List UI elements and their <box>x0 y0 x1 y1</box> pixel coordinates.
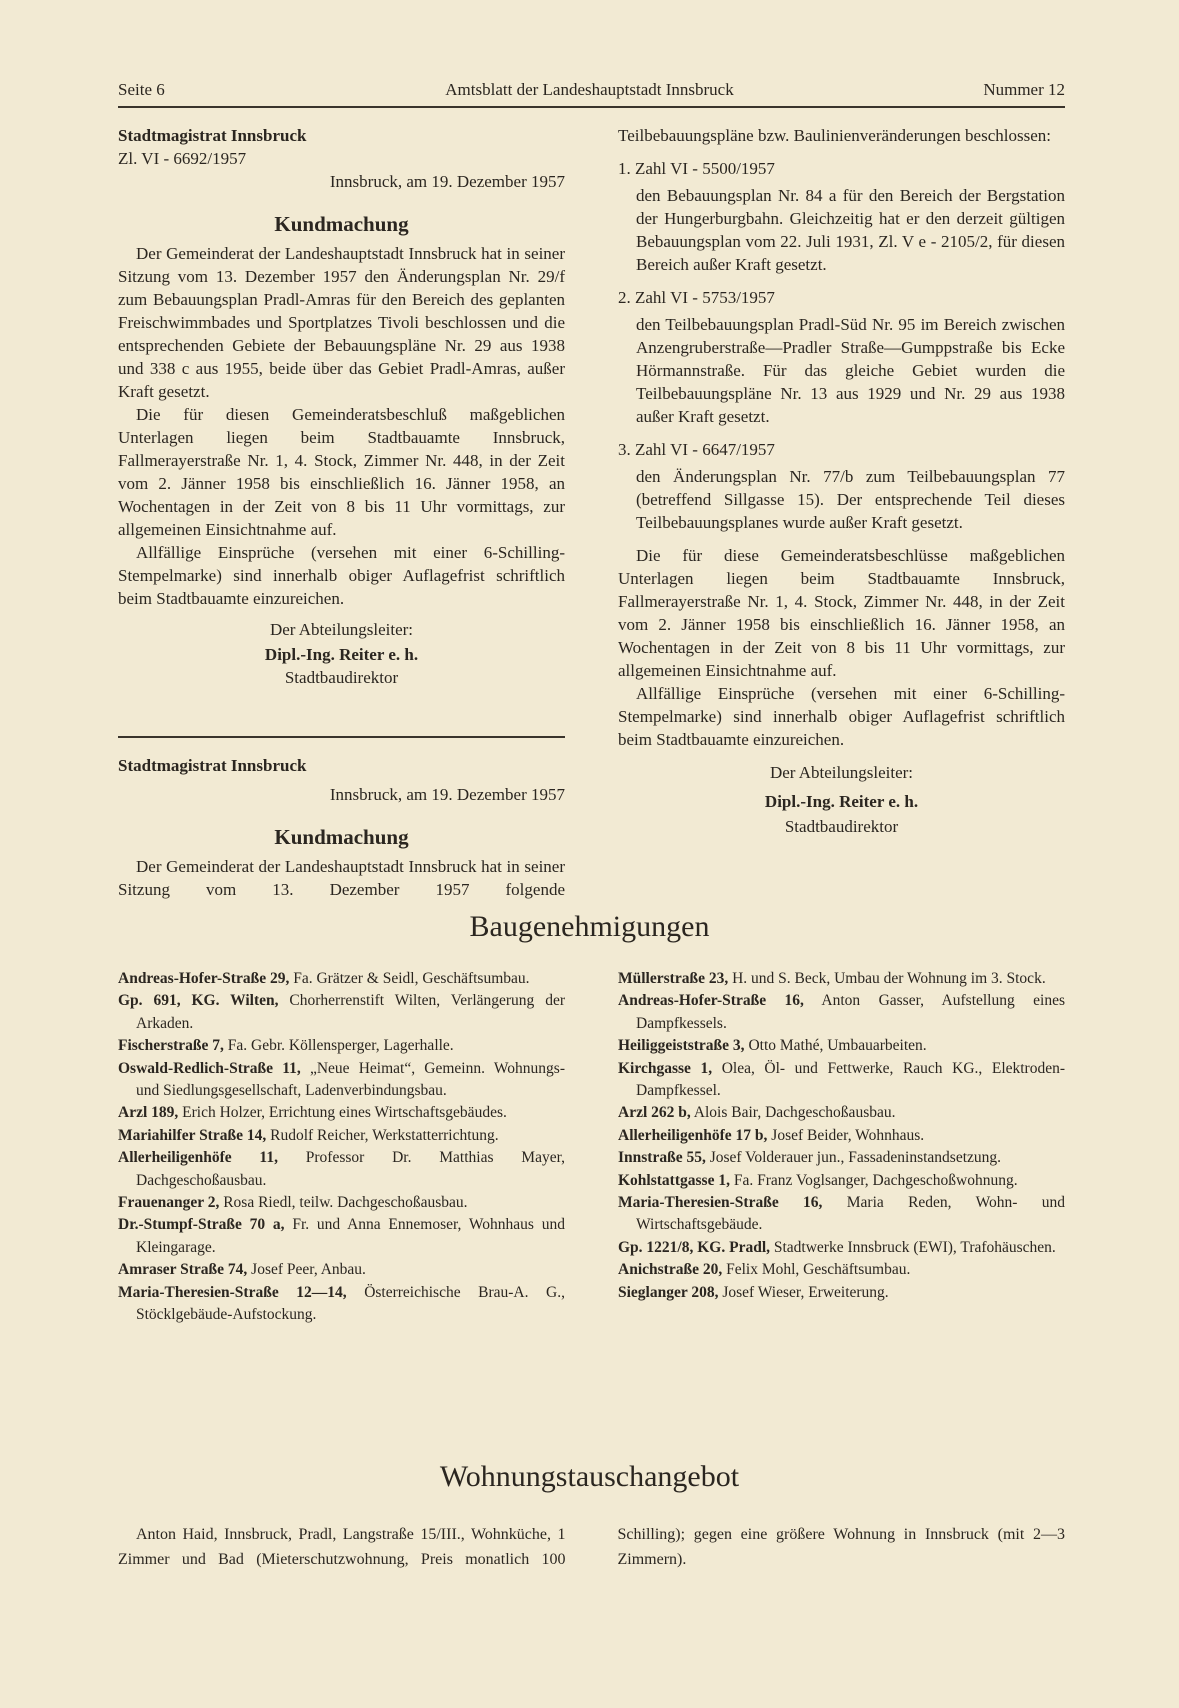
permit-details: Chorherrenstift Wilten, Verlängerung der Arkaden. <box>136 992 565 1032</box>
permit-entry <box>118 1102 565 1124</box>
notice-paragraph: Die für diese Gemeinderatsbeschlüsse maßgeblichen Unterlagen liegen beim Stadtbauamte Innsbruck, Fallmerayerstraße Nr. 1, 4. Stock, Zimmer Nr. 448, in der Zeit vom 2. Jänner 1958 bis einschließlich 16. Jänner 1958, an Wochentagen in der Zeit von 8 bis 11 Uhr vormittags, zur allgemeinen Einsichtnahme auf. <box>618 546 1065 680</box>
permit-details: Otto Mathé, Umbauarbeiten. <box>744 1037 927 1055</box>
permit-details: Fa. Grätzer & Seidl, Geschäftsumbau. <box>289 970 530 987</box>
permit-details: Josef Wieser, Erweiterung. <box>718 1283 889 1301</box>
exchange-offer-text: Anton Haid, Innsbruck, Pradl, Langstraße 15/III., Wohnküche, 1 Zimmer und Bad (Mieterschutzwohnung, Preis monatlich 100 Schilling); gegen eine größere Wohnung in Innsbruck (mit 2—3 Zimmern). <box>118 1526 1065 1568</box>
permit-entry <box>618 1058 1065 1103</box>
permit-entry <box>618 968 1065 990</box>
permit-address: Allerheiligenhöfe 17 b, <box>618 1126 768 1144</box>
permit-entry <box>118 1035 565 1057</box>
signoff-role: Stadtbaudirektor <box>284 668 399 687</box>
notice-paragraph: Die für diesen Gemeinderatsbeschluß maßgeblichen Unterlagen liegen beim Stadtbauamte Innsbruck, Fallmerayerstraße Nr. 1, 4. Stock, Zimmer Nr. 448, in der Zeit vom 2. Jänner 1958 bis einschließlich 16. Jänner 1958, an Wochentagen in der Zeit von 8 bis 11 Uhr vormittags, zur allgemeinen Einsichtnahme auf. <box>118 405 565 539</box>
notice-heading: Kundmachung <box>274 825 409 849</box>
notice-date: Innsbruck, am 19. Dezember 1957 <box>329 785 565 804</box>
permit-entry <box>618 1282 1065 1304</box>
permit-entry <box>118 1192 565 1214</box>
permit-address: Frauenanger 2, <box>118 1194 220 1212</box>
permit-entry <box>118 990 565 1035</box>
permit-entry <box>118 968 565 990</box>
permit-entry <box>618 1259 1065 1281</box>
permit-details: Anton Gasser, Aufstellung eines Dampfkessels. <box>636 992 1065 1032</box>
resolution-text: den Bebauungsplan Nr. 84 a für den Bereich der Bergstation der Hungerburgbahn. Gleichzeitig hat er den derzeit gültigen Bebauungsplan vom 22. Juli 1931, Zl. V e - 2105/2, für diesen Bereich außer Kraft gesetzt. <box>636 186 1065 274</box>
permit-details: Felix Mohl, Geschäftsumbau. <box>722 1261 911 1279</box>
publication-title: Amtsblatt der Landeshauptstadt Innsbruck <box>445 80 734 99</box>
permit-entry <box>118 1147 565 1192</box>
permit-address: Maria-Theresien-Straße 16, <box>618 1194 823 1212</box>
permit-address: Andreas-Hofer-Straße 29, <box>118 970 290 987</box>
notice-2 <box>118 754 565 901</box>
permit-address: Andreas-Hofer-Straße 16, <box>618 992 804 1010</box>
notice-reference: Zl. VI - 6692/1957 <box>118 149 247 168</box>
resolution-number: 2. Zahl VI - 5753/1957 <box>618 288 775 307</box>
permit-address: Allerheiligenhöfe 11, <box>118 1149 278 1167</box>
permit-details: Fa. Gebr. Köllensperger, Lagerhalle. <box>223 1037 454 1055</box>
permit-details: Josef Volderauer jun., Fassadeninstandsetzung. <box>705 1149 1002 1167</box>
permit-entry <box>118 1282 565 1327</box>
resolution-number: 1. Zahl VI - 5500/1957 <box>618 159 775 178</box>
notice-heading: Kundmachung <box>274 212 409 236</box>
permit-list-left <box>118 968 565 1327</box>
permit-address: Anichstraße 20, <box>618 1261 723 1279</box>
notice-paragraph: Teilbebauungspläne bzw. Baulinienveränderungen beschlossen: <box>618 126 1051 145</box>
permit-entry <box>118 1259 565 1281</box>
permit-details: „Neue Heimat“, Gemeinn. Wohnungs- und Siedlungsgesellschaft, Ladenverbindungsbau. <box>136 1059 565 1100</box>
permit-details: Rudolf Reicher, Werkstatterrichtung. <box>266 1126 499 1144</box>
permit-address: Amraser Straße 74, <box>118 1261 248 1279</box>
permit-entry <box>618 990 1065 1035</box>
permit-details: Erich Holzer, Errichtung eines Wirtschaftsgebäudes. <box>178 1104 507 1122</box>
permit-entry <box>618 1170 1065 1192</box>
section-title-baugenehmigungen: Baugenehmigungen <box>469 910 710 943</box>
notice-paragraph: Der Gemeinderat der Landeshauptstadt Innsbruck hat in seiner Sitzung vom 13. Dezember 1957 den Änderungsplan Nr. 29/f zum Bebauungsplan Pradl-Amras für den Bereich des geplanten Freischwimmbades und Sportplatzes Tivoli beschlossen und die entsprechenden Gebiete der Bebauungspläne Nr. 29 aus 1938 und 338 c aus 1955, beide über das Gebiet Pradl-Amras, außer Kraft gesetzt. <box>118 244 565 401</box>
permit-entry <box>618 1102 1065 1124</box>
signoff-title: Der Abteilungsleiter: <box>769 763 914 782</box>
permit-details: H. und S. Beck, Umbau der Wohnung im 3. Stock. <box>728 970 1046 987</box>
permit-details: Fr. und Anna Ennemoser, Wohnhaus und Kleingarage. <box>136 1216 565 1256</box>
notice-paragraph: Allfällige Einsprüche (versehen mit einer 6-Schilling-Stempelmarke) sind innerhalb obiger Auflagefrist schriftlich beim Stadtbauamte einzureichen. <box>118 543 565 608</box>
permit-details: Olea, Öl- und Fettwerke, Rauch KG., Elektroden-Dampfkessel. <box>636 1059 1066 1100</box>
permit-list-right <box>618 968 1065 1304</box>
permit-address: Mariahilfer Straße 14, <box>118 1126 267 1144</box>
permit-details: Rosa Riedl, teilw. Dachgeschoßausbau. <box>219 1194 468 1212</box>
permit-details: Fa. Franz Voglsanger, Dachgeschoßwohnung. <box>729 1171 1018 1189</box>
notice-paragraph: Allfällige Einsprüche (versehen mit einer 6-Schilling-Stempelmarke) sind innerhalb obiger Auflagefrist schriftlich beim Stadtbauamte einzureichen. <box>618 684 1065 749</box>
permit-details: Österreichische Brau-A. G., Stöcklgebäude-Aufstockung. <box>136 1283 565 1324</box>
signoff-name: Dipl.-Ing. Reiter e. h. <box>764 792 919 811</box>
permit-entry <box>118 1214 565 1259</box>
notice-authority: Stadtmagistrat Innsbruck <box>118 126 307 145</box>
signoff-name: Dipl.-Ing. Reiter e. h. <box>264 645 419 664</box>
issue-number: Nummer 12 <box>983 80 1065 99</box>
permit-details: Alois Bair, Dachgeschoßausbau. <box>690 1104 896 1122</box>
permit-address: Gp. 691, KG. Wilten, <box>118 992 279 1010</box>
header-rule <box>118 106 1065 108</box>
permit-details: Maria Reden, Wohn- und Wirtschaftsgebäude. <box>636 1194 1065 1234</box>
notice-authority: Stadtmagistrat Innsbruck <box>118 756 307 775</box>
page-number: Seite 6 <box>118 80 165 99</box>
permit-details: Josef Peer, Anbau. <box>247 1261 366 1279</box>
notice-1 <box>118 124 565 689</box>
permit-address: Arzl 262 b, <box>618 1104 691 1122</box>
permit-address: Maria-Theresien-Straße 12—14, <box>118 1283 347 1301</box>
resolution-text: den Änderungsplan Nr. 77/b zum Teilbebauungsplan 77 (betreffend Sillgasse 15). Der entsprechende Teil dieses Teilbebauungsplanes wurde außer Kraft gesetzt. <box>636 467 1065 532</box>
permit-entry <box>618 1237 1065 1259</box>
permit-address: Sieglanger 208, <box>618 1283 719 1301</box>
permit-address: Dr.-Stumpf-Straße 70 a, <box>118 1216 285 1234</box>
permit-address: Gp. 1221/8, KG. Pradl, <box>618 1238 770 1256</box>
resolution-text: den Teilbebauungsplan Pradl-Süd Nr. 95 im Bereich zwischen Anzengruberstraße—Pradler Straße—Gumppstraße bis Ecke Hörmannstraße. Für das gleiche Gebiet wurden die Teilbebauungspläne Nr. 13 aus 1929 und Nr. 29 aus 1938 außer Kraft gesetzt. <box>636 315 1065 426</box>
permit-address: Arzl 189, <box>118 1104 179 1122</box>
permit-entry <box>618 1192 1065 1237</box>
permit-address: Fischerstraße 7, <box>118 1037 224 1055</box>
permit-entry <box>118 1125 565 1147</box>
permit-entry <box>118 1058 565 1103</box>
permit-address: Heiliggeiststraße 3, <box>618 1037 745 1055</box>
notice-date: Innsbruck, am 19. Dezember 1957 <box>329 172 565 191</box>
notice-paragraph: Der Gemeinderat der Landeshauptstadt Innsbruck hat in seiner Sitzung vom 13. Dezember 1957 folgende <box>118 857 565 899</box>
permit-address: Oswald-Redlich-Straße 11, <box>118 1059 301 1077</box>
permit-details: Professor Dr. Matthias Mayer, Dachgeschoßausbau. <box>136 1149 566 1189</box>
notice-2-continued <box>618 124 1065 838</box>
permit-entry <box>618 1125 1065 1147</box>
resolution-number: 3. Zahl VI - 6647/1957 <box>618 440 775 459</box>
permit-address: Innstraße 55, <box>618 1149 706 1167</box>
signoff-title: Der Abteilungsleiter: <box>269 620 414 639</box>
permit-address: Kohlstattgasse 1, <box>618 1171 730 1189</box>
permit-entry <box>618 1147 1065 1169</box>
permit-address: Müllerstraße 23, <box>618 970 729 987</box>
permit-entry <box>618 1035 1065 1057</box>
permit-address: Kirchgasse 1, <box>618 1059 713 1077</box>
signoff-role: Stadtbaudirektor <box>784 817 899 836</box>
permit-details: Stadtwerke Innsbruck (EWI), Trafohäuschen. <box>770 1238 1056 1256</box>
section-title-wohnungstausch: Wohnungstauschangebot <box>439 1460 740 1493</box>
permit-details: Josef Beider, Wohnhaus. <box>767 1126 925 1144</box>
section-divider <box>118 736 565 738</box>
